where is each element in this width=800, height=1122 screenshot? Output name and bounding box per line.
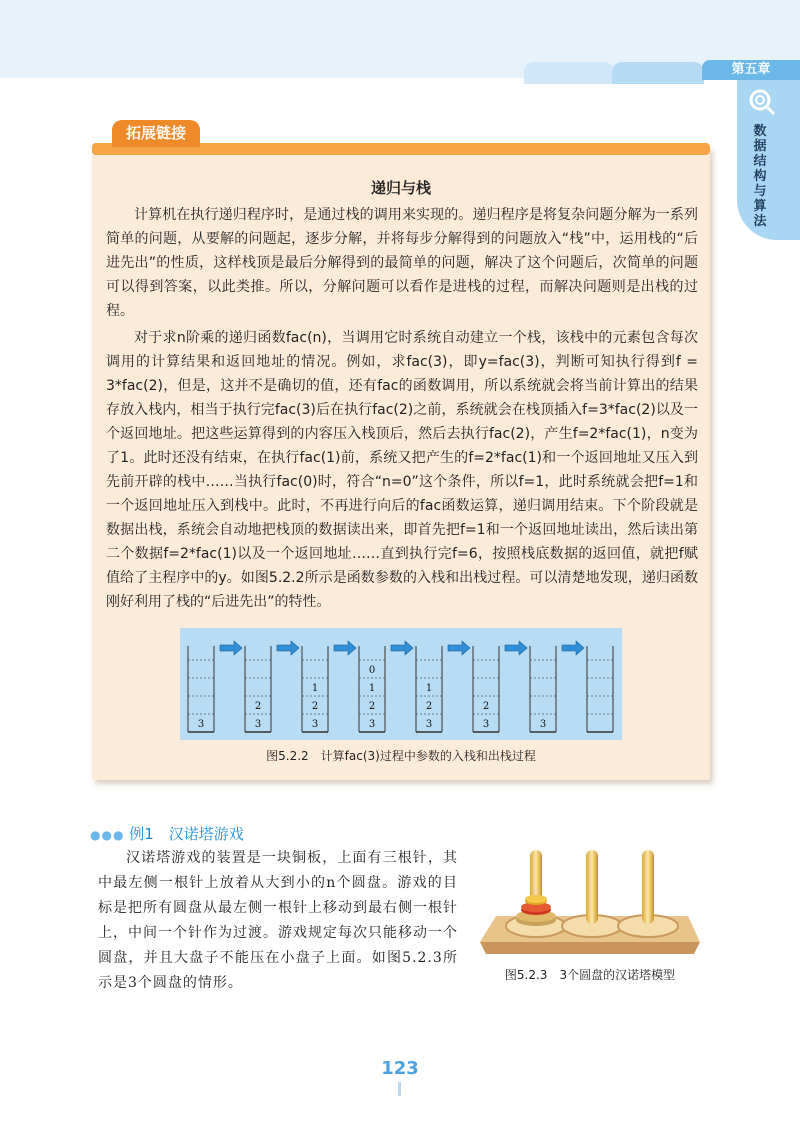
stack-value: 2 <box>311 701 319 712</box>
stack-value: 2 <box>425 701 433 712</box>
stack-value: 0 <box>368 665 376 676</box>
header-tab-decor <box>524 62 614 84</box>
stack-value: 3 <box>368 719 376 730</box>
stack-value: 3 <box>254 719 262 730</box>
stack-value: 2 <box>368 701 376 712</box>
stack-arrow-icon <box>562 641 584 655</box>
stack-arrow-icon <box>448 641 470 655</box>
example-dots: ●●● <box>90 828 125 842</box>
stack-arrow-icon <box>334 641 356 655</box>
stack-value: 3 <box>197 719 205 730</box>
stack-arrow-icon <box>277 641 299 655</box>
stack-value: 3 <box>425 719 433 730</box>
stack-arrow-icon <box>391 641 413 655</box>
extension-paragraph-1: 计算机在执行递归程序时，是通过栈的调用来实现的。递归程序是将复杂问题分解为一系列简单的问题，从要解的问题起，逐步分解，并将每步分解得到的问题放入“栈”中，运用栈的“后进先出”的性质，这样栈顶是最后分解得到的最简单的问题，解决了这个问题后，次简单的问题可以得到答案，以此类推。所以，分解问题可以看作是进栈的过程，而解决问题则是出栈的过程。 <box>106 207 698 319</box>
stack-value: 1 <box>425 683 433 694</box>
stack-value: 2 <box>254 701 262 712</box>
example-label: 例1 汉诺塔游戏 <box>129 825 244 843</box>
stack-value: 3 <box>539 719 547 730</box>
hanoi-tower-image <box>474 846 706 958</box>
magnifier-icon <box>748 88 776 116</box>
example-text: 汉诺塔游戏的装置是一块铜板，上面有三根针，其中最左侧一根针上放着从大到小的n个圆盘。游戏的目标是把所有圆盘从最左侧一根针上移动到最右侧一根针上，中间一个针作为过渡。游戏规定每次只能移动一个圆盘，并且大盘子不能压在小盘子上面。如图5.2.3所示是3个圆盘的情形。 <box>98 850 458 991</box>
extension-title: 递归与栈 <box>370 179 431 197</box>
stack-diagram-panel <box>180 628 622 740</box>
extension-label: 拓展链接 <box>112 120 200 147</box>
stack-value: 2 <box>482 701 490 712</box>
stack-arrow-icon <box>220 641 242 655</box>
chapter-label: 第五章 <box>702 60 800 80</box>
stack-value: 1 <box>368 683 376 694</box>
header-tab-decor <box>612 62 704 84</box>
extension-paragraph-2: 对于求n阶乘的递归函数fac(n)，当调用它时系统自动建立一个栈，该栈中的元素包含每次调用的计算结果和返回地址的情况。例如，求fac(3)，即y=fac(3)，判断可知执行得到f = 3*fac(2)，但是，这并不是确切的值，还有fac的函数调用，所以系统就会将当前计算出的结果存放入栈内，相当于执行完fac(3)后在执行fac(2)之前，系统就会在栈顶插入f=3*fac(2)以及一个返回地址。把这些运算得到的内容压入栈顶后，然后去执行fac(2)，产生f=2*fac(1)，n变为了1。此时还没有结束，在执行fac(1)前，系统又把产生的f=2*fac(1)和一个返回地址又压入到先前开辟的栈中……当执行fac(0)时，符合“n=0”这个条件，所以f=1，此时系统就会把f=1和一个返回地址压入到栈中。此时，不再进行向后的fac函数运算，递归调用结束。下个阶段就是数据出栈，系统会自动地把栈顶的数据读出来，即首先把f=1和一个返回地址读出，然后读出第二个数据f=2*fac(1)以及一个返回地址……直到执行完f=6，按照栈底数据的返回值，就把f赋值给了主程序中的y。如图5.2.2所示是函数参数的入栈和出栈过程。可以清楚地发现，递归函数刚好利用了栈的“后进先出”的特性。 <box>106 330 698 610</box>
example-heading <box>90 823 244 844</box>
stack-value: 3 <box>482 719 490 730</box>
stack-diagram <box>180 628 622 740</box>
stack-arrow-icon <box>505 641 527 655</box>
stack-value: 1 <box>311 683 319 694</box>
side-title: 数据结构与算法 <box>753 124 767 229</box>
stack-value: 3 <box>311 719 319 730</box>
page-number: 123 <box>381 1058 419 1079</box>
hanoi-figure-caption: 图5.2.3 3个圆盘的汉诺塔模型 <box>504 968 676 982</box>
page-number-line <box>398 1082 401 1096</box>
stack-figure-caption: 图5.2.2 计算fac(3)过程中参数的入栈和出栈过程 <box>266 749 536 763</box>
